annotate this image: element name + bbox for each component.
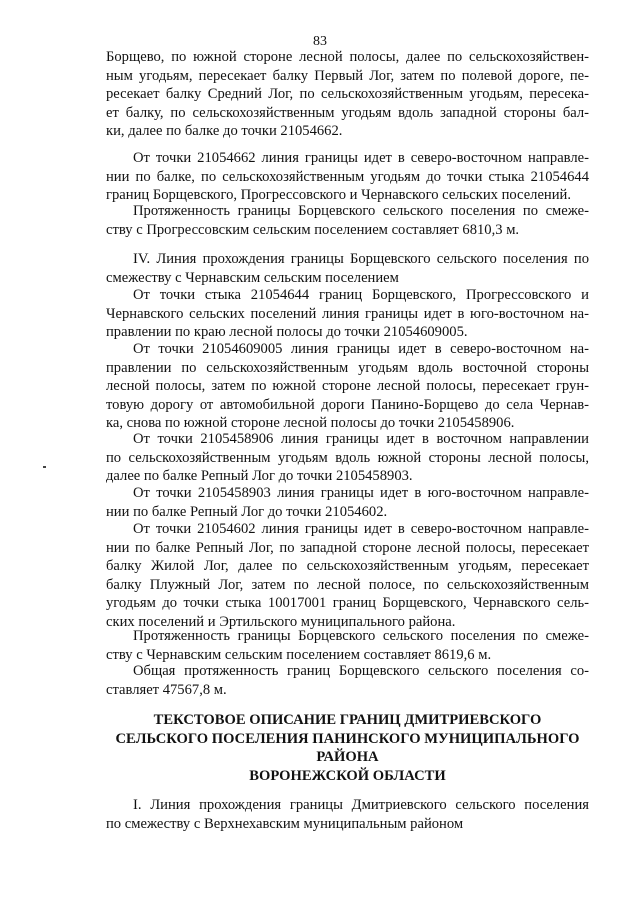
- text-line: ских поселений и Эртильского муниципального района.: [106, 613, 456, 630]
- paragraph-5: [106, 286, 589, 342]
- text-line: границ Борщевского, Прогрессовского и Чернавского сельских поселений.: [106, 187, 572, 204]
- page-number: 83: [313, 34, 327, 49]
- paragraph-4: [106, 250, 589, 287]
- paragraph-9: [106, 520, 589, 632]
- paragraph-3: [106, 202, 589, 239]
- heading-line: ВОРОНЕЖСКОЙ ОБЛАСТИ: [249, 767, 446, 784]
- text-line: Борщево, по южной стороне лесной полосы, далее по сельскохозяйствен-: [106, 49, 589, 65]
- text-line: нии по балке Репный Лог до точки 21054602.: [106, 503, 388, 520]
- paragraph-8: [106, 484, 589, 521]
- text-line: От точки 21054602 линия границы идет в северо-восточном направле-: [133, 521, 589, 537]
- text-line: I. Линия прохождения границы Дмитриевского сельского поселения: [133, 797, 589, 813]
- text-line: далее по балке Репный Лог до точки 2105458903.: [106, 468, 413, 485]
- text-line: нии по балке, по сельскохозяйственным угодьям до точки стыка 21054644: [106, 168, 589, 185]
- heading-line: РАЙОНА: [316, 749, 379, 766]
- text-line: по смежеству с Верхнехавским муниципальным районом: [106, 815, 464, 832]
- text-line: От точки 21054609005 линия границы идет в северо-восточном на-: [133, 341, 589, 357]
- text-line: балку Жилой Лог, далее по сельскохозяйственным угодьям, пересекает: [106, 558, 589, 575]
- text-line: правлении по краю лесной полосы до точки 21054609005.: [106, 324, 468, 341]
- paragraph-10: [106, 627, 589, 664]
- heading-line: СЕЛЬСКОГО ПОСЕЛЕНИЯ ПАНИНСКОГО МУНИЦИПАЛЬНОГО: [115, 730, 580, 747]
- text-line: лесной полосы, затем по южной стороне лесной полосы, пересекает грун-: [106, 378, 589, 395]
- text-line: От точки 21054662 линия границы идет в северо-восточном направле-: [133, 150, 589, 166]
- text-line: Общая протяженность границ Борщевского сельского поселения со-: [133, 663, 589, 679]
- text-line: нии по балке Репный Лог, по западной стороне лесной полосы, пересекает: [106, 539, 589, 556]
- text-line: ка, снова по южной стороне лесной полосы до точки 2105458906.: [106, 415, 515, 432]
- paragraph-6: [106, 340, 589, 433]
- text-line: правлении по сельскохозяйственным угодьям вдоль восточной стороны: [106, 359, 589, 376]
- text-line: От точки стыка 21054644 границ Борщевского, Прогрессовского и: [133, 287, 589, 303]
- heading-line: ТЕКСТОВОЕ ОПИСАНИЕ ГРАНИЦ ДМИТРИЕВСКОГО: [153, 712, 542, 728]
- text-line: по сельскохозяйственным угодьям вдоль южной стороны лесной полосы,: [106, 449, 589, 466]
- text-line: ресекает балку Средний Лог, по сельскохозяйственным угодьям, пересека-: [106, 86, 589, 103]
- paragraph-11: [106, 662, 589, 699]
- text-line: Протяженность границы Борцевского сельского поселения по смеже-: [133, 628, 589, 644]
- text-line: От точки 2105458906 линия границы идет в восточном направлении: [133, 431, 589, 447]
- text-line: угодьям до точки стыка 10017001 границ Борщевского, Чернавского сель-: [106, 595, 589, 612]
- text-line: От точки 2105458903 линия границы идет в юго-восточном направле-: [133, 485, 589, 501]
- text-line: ству с Чернавским сельским поселением составляет 8619,6 м.: [106, 646, 492, 663]
- paragraph-7: [106, 430, 589, 486]
- text-line: Протяженность границы Борцевского сельского поселения по смеже-: [133, 203, 589, 219]
- paragraph-final: [106, 796, 589, 833]
- text-line: ставляет 47567,8 м.: [106, 681, 227, 698]
- text-line: смежеству с Чернавским сельским поселением: [106, 269, 399, 286]
- text-line: товую дорогу от автомобильной дороги Панино-Борщево до села Чернав-: [106, 396, 589, 413]
- section-heading: [106, 711, 589, 785]
- text-line: Чернавского сельских поселений линия границы идет в юго-восточном на-: [106, 305, 589, 322]
- text-line: балку Плужный Лог, затем по лесной полосе, по сельскохозяйственным: [106, 576, 589, 593]
- text-line: ет балку, по сельскохозяйственным угодьям вдоль западной стороны бал-: [106, 104, 589, 121]
- paragraph-2: [106, 149, 589, 205]
- scan-speck: [43, 466, 46, 468]
- text-line: ным угодьям, пересекает балку Первый Лог, затем по полевой дороге, пе-: [106, 67, 589, 84]
- text-line: ству с Прогрессовским сельским поселением составляет 6810,3 м.: [106, 221, 520, 238]
- paragraph-1: [106, 48, 589, 141]
- text-line: ки, далее по балке до точки 21054662.: [106, 123, 343, 140]
- text-line: IV. Линия прохождения границы Борщевского сельского поселения по: [133, 251, 589, 267]
